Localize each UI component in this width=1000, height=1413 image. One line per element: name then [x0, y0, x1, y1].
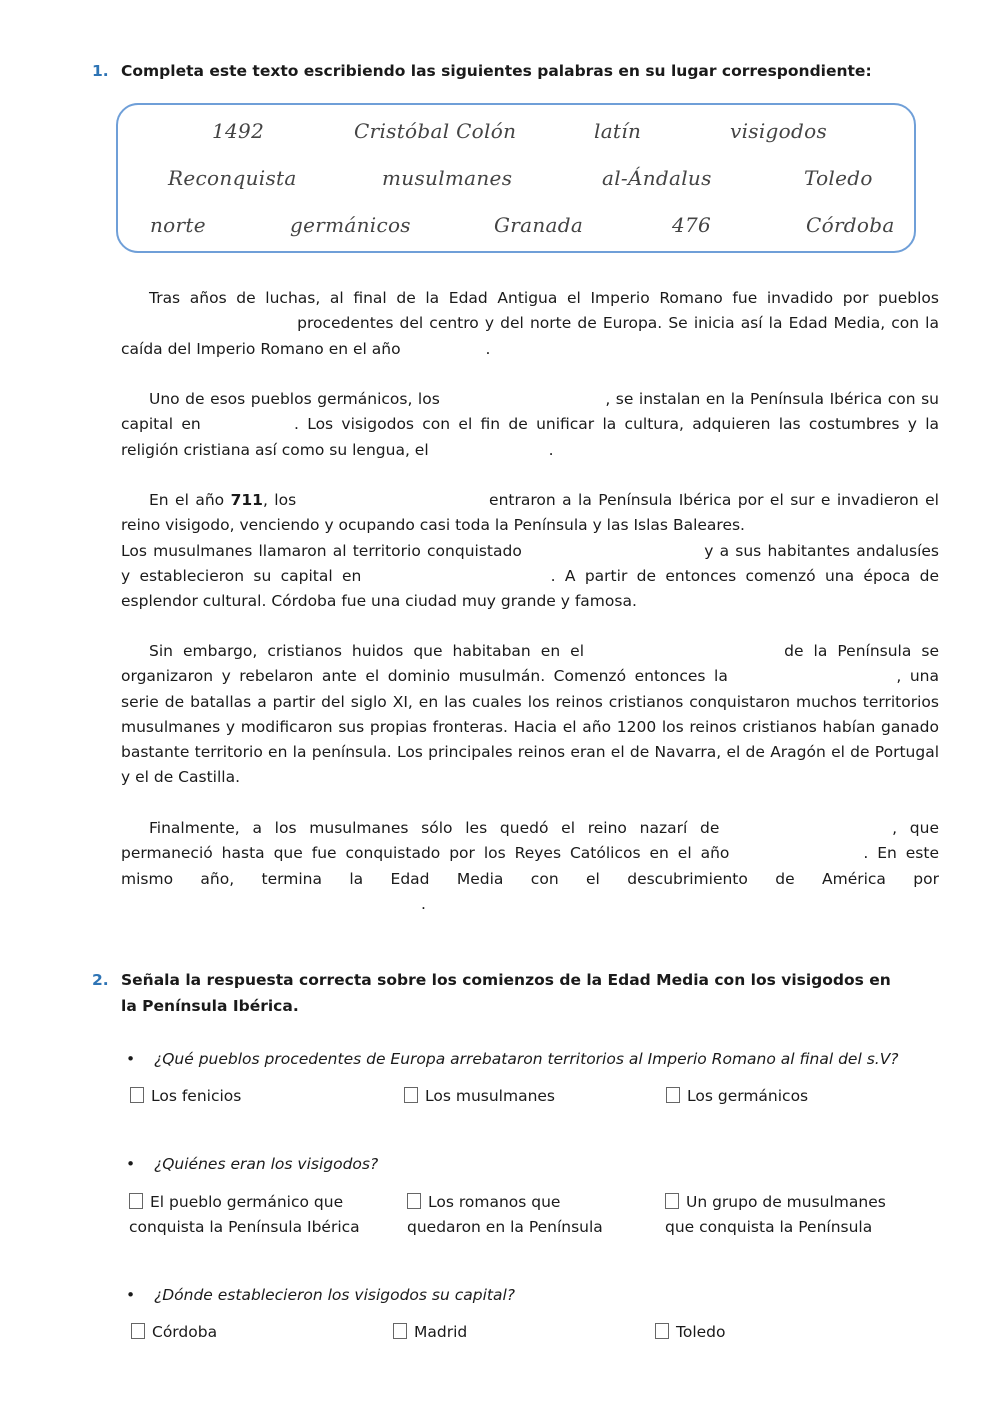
question-number: 2.	[92, 971, 109, 989]
paragraph-2	[121, 387, 939, 463]
sub-question-1	[126, 1047, 899, 1071]
paragraph-text: . A partir de entonces comenzó una época de esplendor cultural. Córdoba fue una ciudad muy grande y famosa.	[121, 566, 939, 611]
paragraph-5	[121, 816, 939, 917]
word-bank-item: Cristóbal Colón	[354, 119, 517, 143]
question-1-heading	[92, 58, 872, 84]
option-toledo[interactable]	[655, 1320, 725, 1345]
option-label-continued: que conquista la Península	[665, 1218, 873, 1236]
sub-question-3	[126, 1283, 515, 1307]
option-label: Un grupo de musulmanes	[686, 1193, 886, 1211]
option-label: El pueblo germánico que	[150, 1193, 344, 1211]
word-bank-item: latín	[594, 119, 642, 143]
paragraph-1	[121, 286, 939, 362]
word-bank-item: al-Ándalus	[602, 166, 712, 190]
word-bank-item: 476	[672, 213, 712, 237]
paragraph-text: de la Península se organizaron y rebelaron ante el dominio musulmán. Comenzó entonces la	[121, 642, 940, 686]
option-label-continued: quedaron en la Península	[407, 1218, 603, 1236]
paragraph-text: , una serie de batallas a partir del siglo XI, en las cuales los reinos cristianos conquistaron muchos territorios musulmanes y modificaron sus propias fronteras. Hacia el año 1200 los reinos cristianos habían ganado bastante territorio en la península. Los principales reinos eran el de Navarra, el de Aragón el de Portugal y el de Castilla.	[121, 667, 939, 787]
checkbox[interactable]	[393, 1323, 407, 1339]
bullet: •	[126, 1155, 136, 1173]
word-bank-item: norte	[150, 213, 206, 237]
paragraph-4	[121, 639, 939, 791]
checkbox[interactable]	[655, 1323, 669, 1339]
word-bank-item: Granada	[494, 213, 584, 237]
word-bank-item: Toledo	[804, 166, 873, 190]
option-grupo-musulmanes[interactable]	[665, 1190, 886, 1240]
sub-question-text: ¿Quiénes eran los visigodos?	[154, 1155, 379, 1173]
question-2-heading	[92, 967, 901, 1019]
bullet: •	[126, 1286, 136, 1304]
checkbox[interactable]	[404, 1087, 418, 1103]
year-711: 711	[230, 491, 263, 509]
question-instruction: Señala la respuesta correcta sobre los comienzos de la Edad Media con los visigodos en la Península Ibérica.	[121, 971, 891, 1015]
option-label: Los fenicios	[151, 1087, 242, 1105]
option-madrid[interactable]	[393, 1320, 467, 1345]
paragraph-text: Tras años de luchas, al final de la Edad Antigua el Imperio Romano fue invadido por pueblos	[149, 289, 939, 307]
sub-question-text: ¿Qué pueblos procedentes de Europa arrebataron territorios al Imperio Romano al final del s.V?	[154, 1050, 899, 1068]
option-los-musulmanes[interactable]	[404, 1084, 555, 1109]
sub-question-2	[126, 1152, 378, 1176]
paragraph-text: . En este mismo año, termina la Edad Media con el descubrimiento de América por	[121, 844, 939, 888]
option-label: Toledo	[676, 1323, 726, 1341]
word-bank-item: 1492	[212, 119, 265, 143]
paragraph-text: Uno de esos pueblos germánicos, los	[149, 390, 440, 408]
word-bank-item: Córdoba	[806, 213, 895, 237]
paragraph-text: , los	[262, 491, 297, 509]
option-label: Los romanos que	[428, 1193, 561, 1211]
question-number: 1.	[92, 62, 109, 80]
option-label-continued: conquista la Península Ibérica	[129, 1218, 360, 1236]
question-instruction: Completa este texto escribiendo las siguientes palabras en su lugar correspondiente:	[121, 62, 872, 80]
option-label: Los germánicos	[687, 1087, 809, 1105]
period: .	[548, 440, 554, 459]
paragraph-text: Finalmente, a los musulmanes sólo les quedó el reino nazarí de	[149, 819, 720, 837]
option-label: Córdoba	[152, 1323, 218, 1341]
paragraph-text: En el año	[149, 491, 225, 509]
word-bank-item: musulmanes	[382, 166, 513, 190]
paragraph-text: entraron a la Península Ibérica por el sur e invadieron el reino visigodo, venciendo y ocupando casi toda la Península y las Islas Baleares.	[121, 491, 939, 535]
checkbox[interactable]	[129, 1193, 143, 1209]
option-los-romanos[interactable]	[407, 1190, 603, 1240]
checkbox[interactable]	[131, 1323, 145, 1339]
paragraph-text: Sin embargo, cristianos huidos que habitaban en el	[149, 642, 585, 660]
word-bank-item: visigodos	[730, 119, 828, 143]
paragraph-text: , se instalan en la Península Ibérica con su capital en	[121, 390, 939, 434]
checkbox[interactable]	[407, 1193, 421, 1209]
checkbox[interactable]	[665, 1193, 679, 1209]
paragraph-text: . Los visigodos con el fin de unificar la cultura, adquieren las costumbres y la religión cristiana así como su lengua, el	[121, 415, 939, 459]
word-bank	[116, 103, 916, 253]
word-bank-item: germánicos	[290, 213, 411, 237]
bullet: •	[126, 1050, 136, 1068]
option-los-germanicos[interactable]	[666, 1084, 808, 1109]
option-label: Los musulmanes	[425, 1087, 556, 1105]
option-pueblo-germanico[interactable]	[129, 1190, 360, 1240]
option-los-fenicios[interactable]	[130, 1084, 241, 1109]
paragraph-text: , que permaneció hasta que fue conquistado por los Reyes Católicos en el año	[121, 819, 939, 863]
option-cordoba[interactable]	[131, 1320, 217, 1345]
sub-question-text: ¿Dónde establecieron los visigodos su capital?	[154, 1286, 516, 1304]
checkbox[interactable]	[130, 1087, 144, 1103]
paragraph-text: y a sus habitantes andalusíes y establecieron su capital en	[121, 541, 939, 585]
paragraph-text: Los musulmanes llamaron al territorio conquistado	[121, 541, 522, 560]
checkbox[interactable]	[666, 1087, 680, 1103]
word-bank-item: Reconquista	[168, 166, 297, 190]
paragraph-3	[121, 488, 939, 614]
period: .	[421, 894, 426, 913]
paragraph-text: procedentes del centro y del norte de Europa. Se inicia así la Edad Media, con la caída del Imperio Romano en el año	[121, 314, 939, 358]
option-label: Madrid	[414, 1323, 468, 1341]
period: .	[485, 339, 491, 358]
